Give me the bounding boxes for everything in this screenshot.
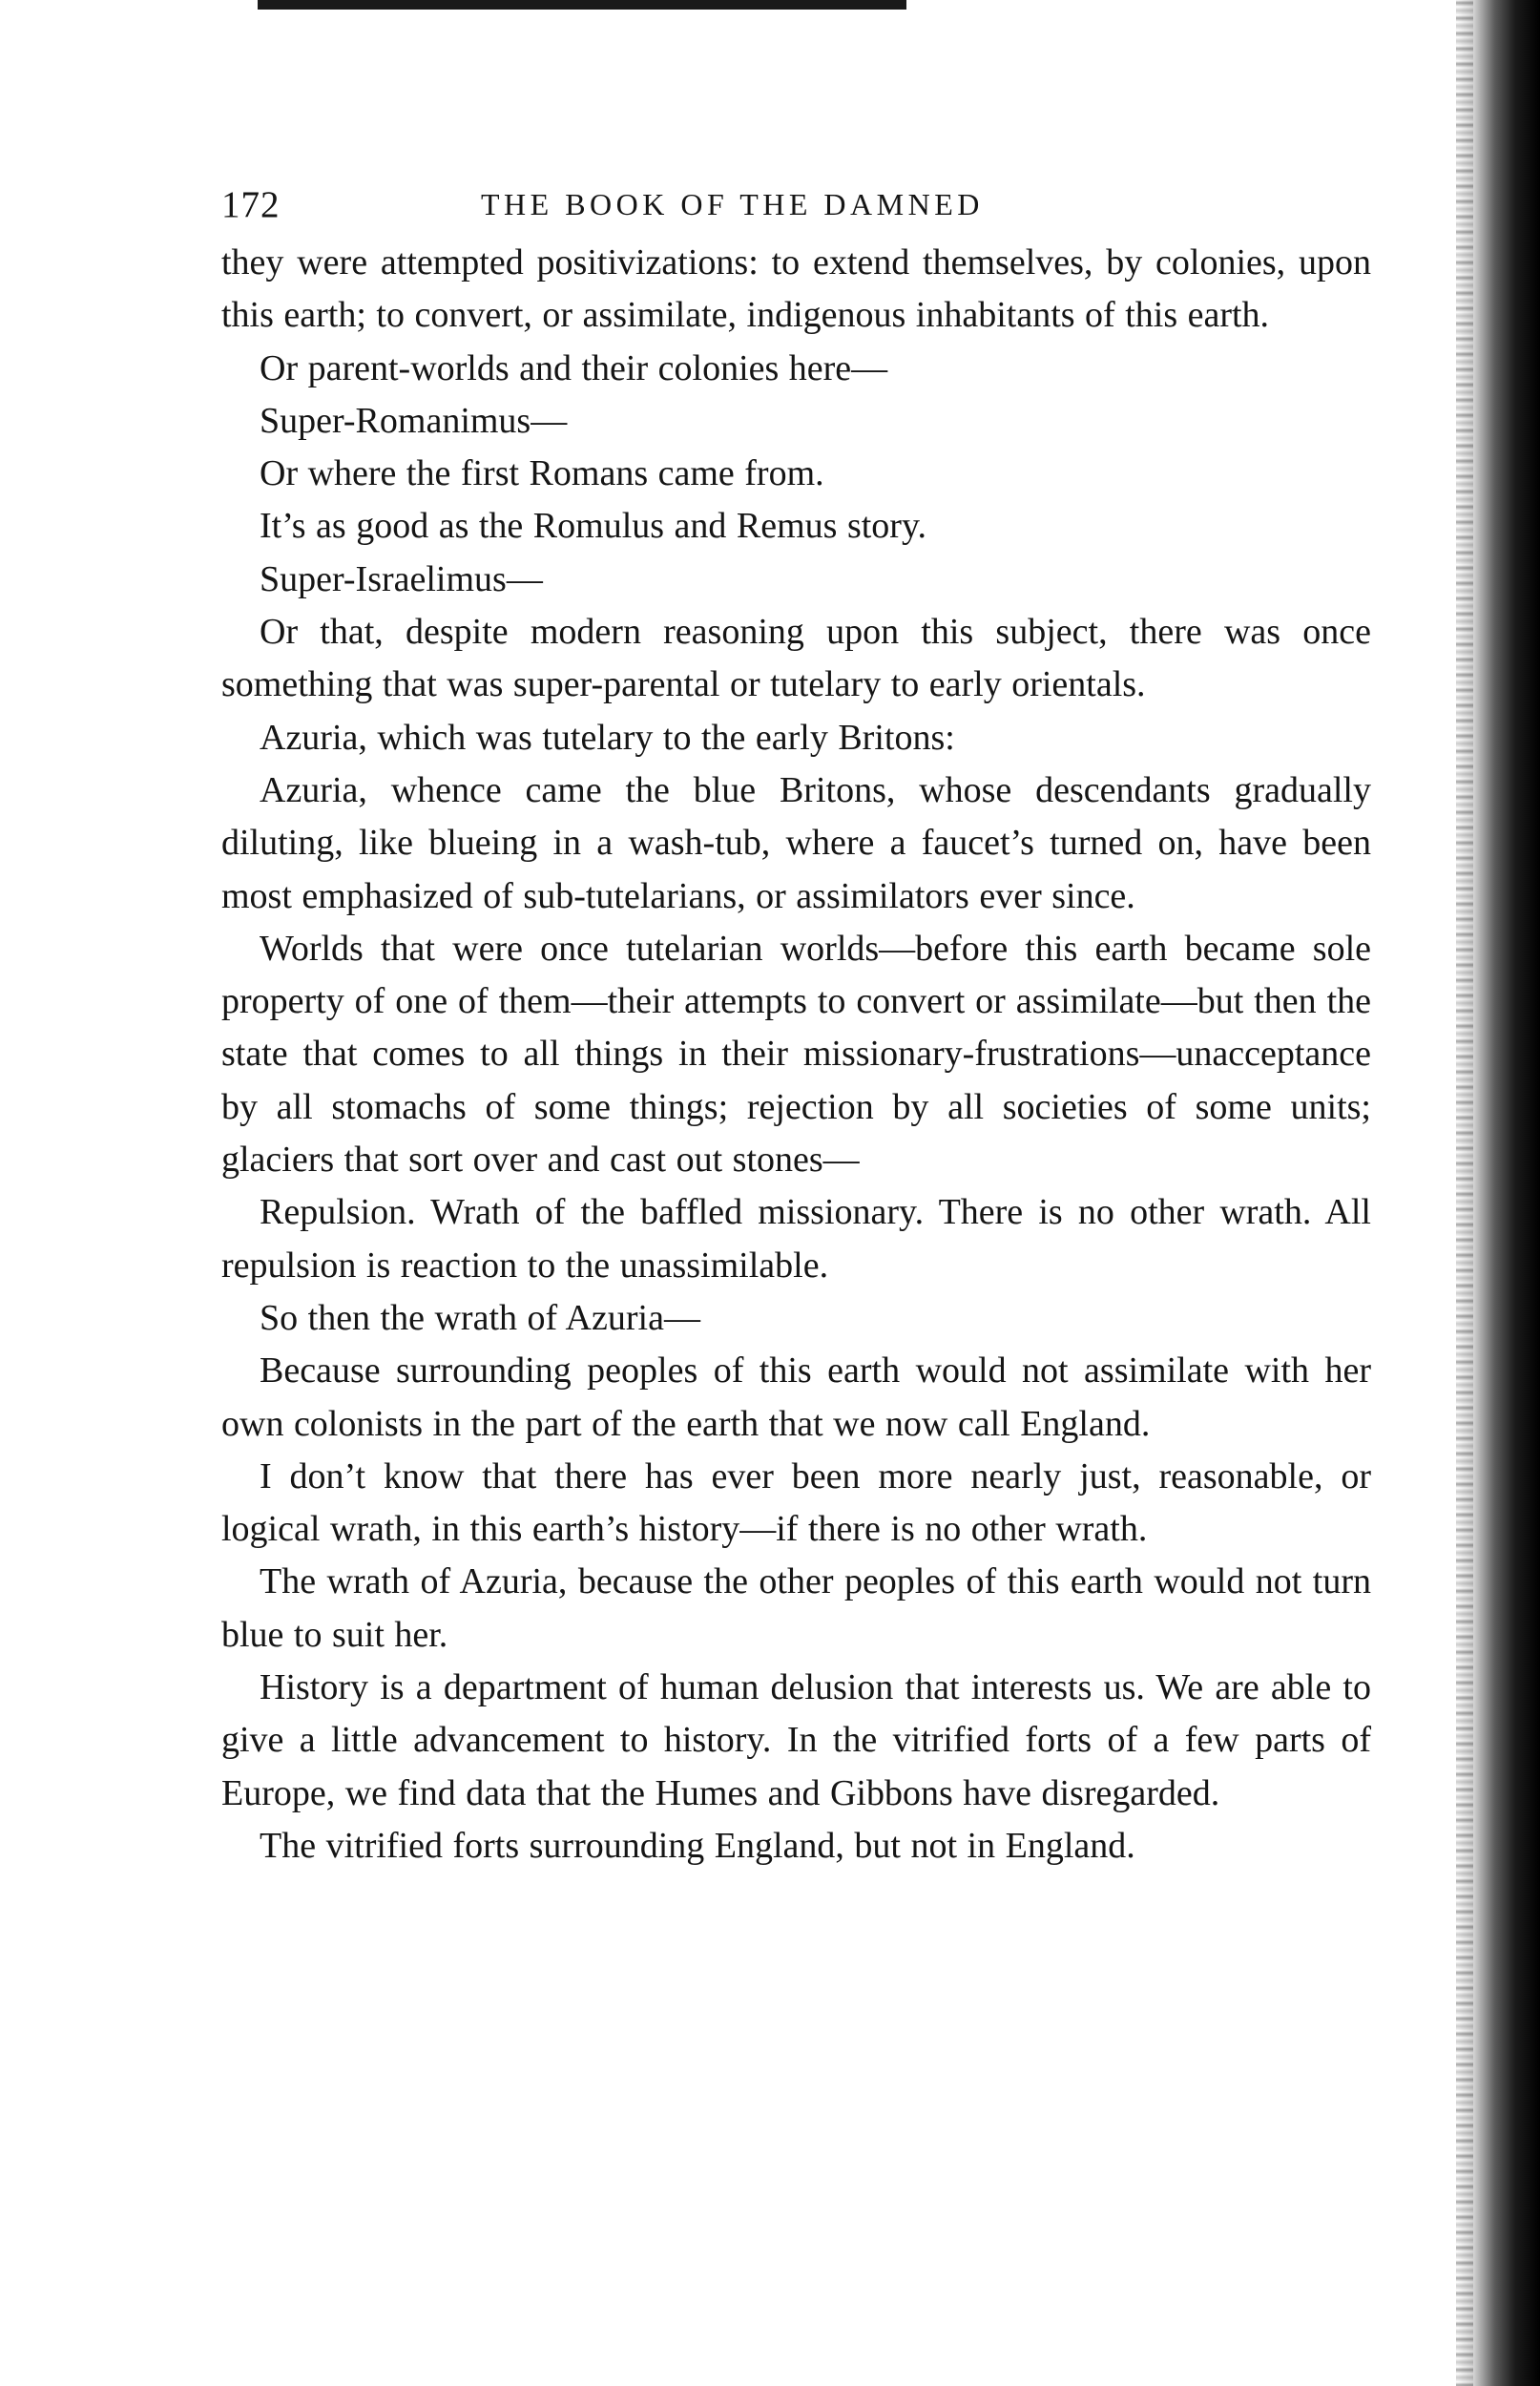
paragraph-15: The wrath of Azuria, because the other peoples of this earth would not turn blue to suit her. xyxy=(221,1561,1371,1655)
scan-edge-texture xyxy=(1456,0,1473,2386)
running-title: THE BOOK OF THE DAMNED xyxy=(481,187,984,221)
paragraph-7: Or that, despite modern reasoning upon this subject, there was once something that was super-parental or tutelary to early orientals. xyxy=(221,612,1371,705)
paragraph-8: Azuria, which was tutelary to the early Britons: xyxy=(260,717,955,758)
paragraph-17: The vitrified forts surrounding England, but not in England. xyxy=(260,1825,1135,1866)
paragraph-11: Repulsion. Wrath of the baffled missionary. There is no other wrath. All repulsion is reaction to the unassimilable. xyxy=(221,1192,1371,1286)
book-page xyxy=(221,183,1371,1873)
scan-top-edge xyxy=(258,0,906,10)
paragraph-9: Azuria, whence came the blue Britons, whose descendants gradually diluting, like blueing in a wash-tub, where a faucet’s turned on, have been most emphasized of sub-tutelarians, or assimilators ever since. xyxy=(221,769,1371,916)
paragraph-10: Worlds that were once tutelarian worlds—before this earth became sole property of one of them—their attempts to convert or assimilate—but then the state that comes to all things in their missionary-frustrations—unacceptance by all stomachs of some things; rejection by all societies of some units; glaciers that sort over and cast out stones— xyxy=(221,928,1371,1181)
page-number: 172 xyxy=(221,184,281,225)
paragraph-16: History is a department of human delusion that interests us. We are able to give a little advancement to history. In the vitrified forts of a few parts of Europe, we find data that the Humes and Gibbons have disregarded. xyxy=(221,1667,1371,1813)
paragraph-6: Super-Israelimus— xyxy=(260,558,543,599)
paragraph-1: they were attempted positivizations: to extend themselves, by colonies, upon this earth; to convert, or assimilate, indigenous inhabitants of this earth. xyxy=(221,242,1371,336)
paragraph-3: Super-Romanimus— xyxy=(260,400,568,441)
paragraph-13: Because surrounding peoples of this earth would not assimilate with her own colonists in the part of the earth that we now call England. xyxy=(221,1350,1371,1444)
body-text xyxy=(221,237,1371,1873)
paragraph-12: So then the wrath of Azuria— xyxy=(260,1297,700,1338)
paragraph-5: It’s as good as the Romulus and Remus story. xyxy=(260,506,926,547)
paragraph-14: I don’t know that there has ever been more nearly just, reasonable, or logical wrath, in this earth’s history—if there is no other wrath. xyxy=(221,1455,1371,1550)
paragraph-2: Or parent-worlds and their colonies here— xyxy=(260,347,888,388)
running-head xyxy=(221,183,1371,237)
paragraph-4: Or where the first Romans came from. xyxy=(260,453,824,494)
